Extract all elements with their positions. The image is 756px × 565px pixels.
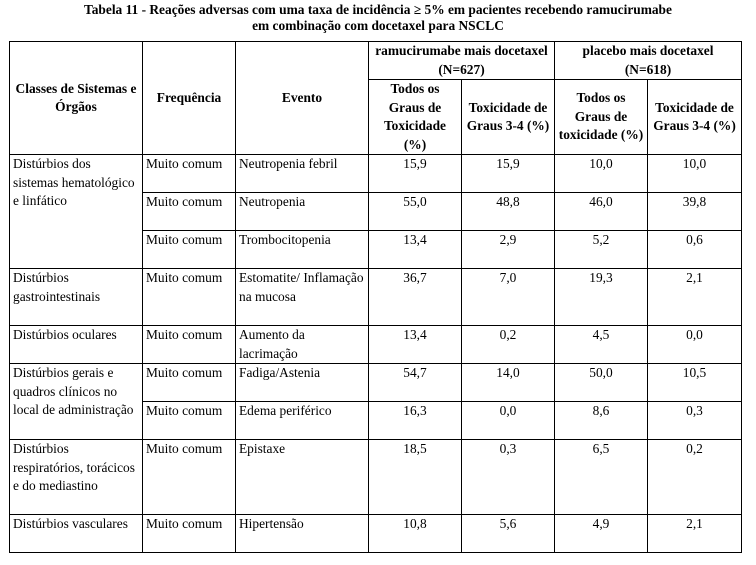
header-classes: Classes de Sistemas e Órgãos bbox=[10, 42, 143, 155]
placebo-todos-cell: 50,0 bbox=[555, 364, 648, 402]
evento-cell: Fadiga/Astenia bbox=[236, 364, 369, 402]
evento-cell: Estomatite/ Inflamação na mucosa bbox=[236, 269, 369, 326]
table-row bbox=[10, 440, 742, 515]
placebo-todos-cell: 19,3 bbox=[555, 269, 648, 326]
placebo-todos-cell: 5,2 bbox=[555, 231, 648, 269]
header-ram-graus-3-4: Toxicidade de Graus 3-4 (%) bbox=[462, 80, 555, 155]
placebo-todos-cell: 46,0 bbox=[555, 193, 648, 231]
placebo-todos-cell: 4,9 bbox=[555, 515, 648, 553]
ram-todos-cell: 13,4 bbox=[369, 326, 462, 364]
evento-cell: Aumento da lacrimação bbox=[236, 326, 369, 364]
classe-cell: Distúrbios vasculares bbox=[10, 515, 143, 553]
header-placebo-todos-graus: Todos os Graus de toxicidade (%) bbox=[555, 80, 648, 155]
placebo-grau34-cell: 2,1 bbox=[648, 269, 742, 326]
placebo-grau34-cell: 39,8 bbox=[648, 193, 742, 231]
table-row bbox=[10, 155, 742, 193]
frequencia-cell: Muito comum bbox=[143, 440, 236, 515]
ram-todos-cell: 10,8 bbox=[369, 515, 462, 553]
placebo-grau34-cell: 2,1 bbox=[648, 515, 742, 553]
header-frequencia: Frequência bbox=[143, 42, 236, 155]
placebo-grau34-cell: 0,6 bbox=[648, 231, 742, 269]
table-row bbox=[10, 364, 742, 402]
ram-todos-cell: 16,3 bbox=[369, 402, 462, 440]
placebo-grau34-cell: 10,5 bbox=[648, 364, 742, 402]
ram-todos-cell: 15,9 bbox=[369, 155, 462, 193]
ram-grau34-cell: 48,8 bbox=[462, 193, 555, 231]
placebo-todos-cell: 6,5 bbox=[555, 440, 648, 515]
evento-cell: Neutropenia bbox=[236, 193, 369, 231]
table-title-line-2: em combinação com docetaxel para NSCLC bbox=[252, 18, 504, 33]
header-group-ramucirumabe: ramucirumabe mais docetaxel (N=627) bbox=[369, 42, 555, 80]
ram-todos-cell: 54,7 bbox=[369, 364, 462, 402]
ram-todos-cell: 13,4 bbox=[369, 231, 462, 269]
evento-cell: Trombocitopenia bbox=[236, 231, 369, 269]
header-ram-todos-graus: Todos os Graus de Toxicidade (%) bbox=[369, 80, 462, 155]
evento-cell: Hipertensão bbox=[236, 515, 369, 553]
ram-grau34-cell: 0,3 bbox=[462, 440, 555, 515]
placebo-grau34-cell: 10,0 bbox=[648, 155, 742, 193]
frequencia-cell: Muito comum bbox=[143, 193, 236, 231]
ram-grau34-cell: 14,0 bbox=[462, 364, 555, 402]
placebo-grau34-cell: 0,0 bbox=[648, 326, 742, 364]
ram-todos-cell: 18,5 bbox=[369, 440, 462, 515]
evento-cell: Neutropenia febril bbox=[236, 155, 369, 193]
header-group-placebo: placebo mais docetaxel (N=618) bbox=[555, 42, 742, 80]
frequencia-cell: Muito comum bbox=[143, 155, 236, 193]
ram-grau34-cell: 5,6 bbox=[462, 515, 555, 553]
classe-cell: Distúrbios dos sistemas hematológico e linfático bbox=[10, 155, 143, 269]
table-row bbox=[10, 326, 742, 364]
placebo-grau34-cell: 0,3 bbox=[648, 402, 742, 440]
evento-cell: Edema periférico bbox=[236, 402, 369, 440]
frequencia-cell: Muito comum bbox=[143, 326, 236, 364]
evento-cell: Epistaxe bbox=[236, 440, 369, 515]
classe-cell: Distúrbios oculares bbox=[10, 326, 143, 364]
ram-grau34-cell: 15,9 bbox=[462, 155, 555, 193]
header-placebo-graus-3-4: Toxicidade de Graus 3-4 (%) bbox=[648, 80, 742, 155]
placebo-grau34-cell: 0,2 bbox=[648, 440, 742, 515]
classe-cell: Distúrbios gastrointestinais bbox=[10, 269, 143, 326]
frequencia-cell: Muito comum bbox=[143, 231, 236, 269]
frequencia-cell: Muito comum bbox=[143, 402, 236, 440]
ram-todos-cell: 55,0 bbox=[369, 193, 462, 231]
ram-grau34-cell: 7,0 bbox=[462, 269, 555, 326]
frequencia-cell: Muito comum bbox=[143, 364, 236, 402]
table-row bbox=[10, 515, 742, 553]
ram-grau34-cell: 0,0 bbox=[462, 402, 555, 440]
adverse-reactions-table bbox=[9, 41, 742, 553]
classe-cell: Distúrbios gerais e quadros clínicos no local de administração bbox=[10, 364, 143, 440]
table-title bbox=[0, 2, 756, 34]
header-row-groups bbox=[10, 42, 742, 80]
table-title-line-1: Tabela 11 - Reações adversas com uma taxa de incidência ≥ 5% em pacientes recebendo ramucirumabe bbox=[84, 2, 672, 17]
placebo-todos-cell: 4,5 bbox=[555, 326, 648, 364]
ram-grau34-cell: 2,9 bbox=[462, 231, 555, 269]
classe-cell: Distúrbios respiratórios, torácicos e do mediastino bbox=[10, 440, 143, 515]
placebo-todos-cell: 10,0 bbox=[555, 155, 648, 193]
placebo-todos-cell: 8,6 bbox=[555, 402, 648, 440]
table-row bbox=[10, 269, 742, 326]
header-evento: Evento bbox=[236, 42, 369, 155]
ram-grau34-cell: 0,2 bbox=[462, 326, 555, 364]
frequencia-cell: Muito comum bbox=[143, 515, 236, 553]
ram-todos-cell: 36,7 bbox=[369, 269, 462, 326]
frequencia-cell: Muito comum bbox=[143, 269, 236, 326]
